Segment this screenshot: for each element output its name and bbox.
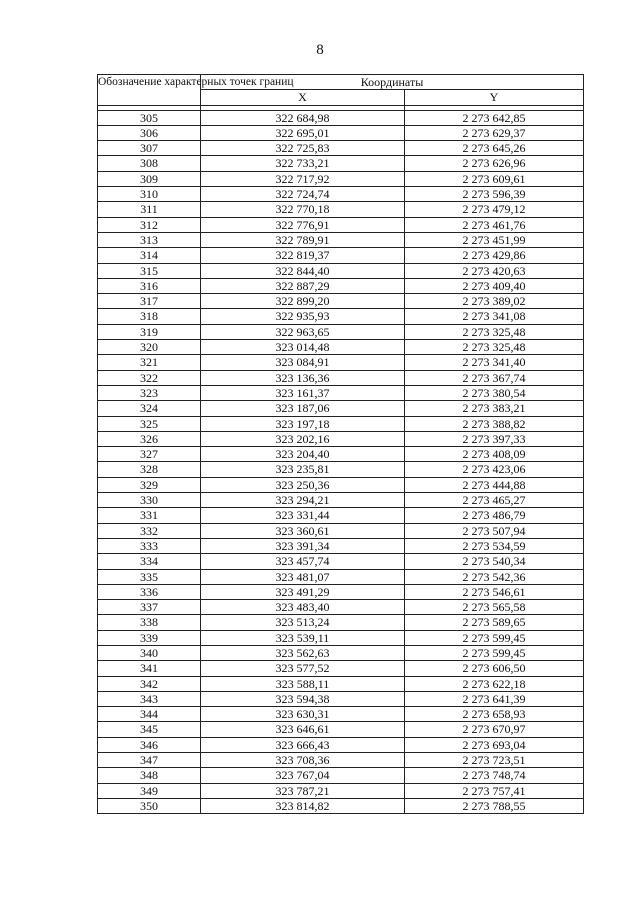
x-cell: 322 684,98 (201, 110, 405, 125)
y-cell: 2 273 429,86 (405, 248, 584, 263)
x-cell: 323 391,34 (201, 538, 405, 553)
point-cell: 337 (98, 600, 201, 615)
point-cell: 321 (98, 355, 201, 370)
x-cell: 323 197,18 (201, 416, 405, 431)
point-cell: 346 (98, 737, 201, 752)
point-cell: 329 (98, 477, 201, 492)
table-row (98, 523, 584, 538)
header-y: Y (405, 90, 584, 105)
point-cell: 344 (98, 707, 201, 722)
point-cell: 332 (98, 523, 201, 538)
y-cell: 2 273 540,34 (405, 554, 584, 569)
x-cell: 323 483,40 (201, 600, 405, 615)
y-cell: 2 273 388,82 (405, 416, 584, 431)
point-cell: 347 (98, 753, 201, 768)
table-row (98, 202, 584, 217)
table-row (98, 431, 584, 446)
table-row (98, 753, 584, 768)
point-cell: 331 (98, 508, 201, 523)
point-cell: 324 (98, 401, 201, 416)
y-cell: 2 273 420,63 (405, 263, 584, 278)
x-cell: 323 481,07 (201, 569, 405, 584)
table-row (98, 691, 584, 706)
point-cell: 313 (98, 232, 201, 247)
y-cell: 2 273 479,12 (405, 202, 584, 217)
table-row (98, 340, 584, 355)
x-cell: 323 204,40 (201, 447, 405, 462)
x-cell: 323 666,43 (201, 737, 405, 752)
point-cell: 312 (98, 217, 201, 232)
table-row (98, 355, 584, 370)
x-cell: 323 161,37 (201, 385, 405, 400)
x-cell: 323 250,36 (201, 477, 405, 492)
table-row (98, 462, 584, 477)
x-cell: 323 708,36 (201, 753, 405, 768)
x-cell: 323 136,36 (201, 370, 405, 385)
y-cell: 2 273 546,61 (405, 584, 584, 599)
x-cell: 322 733,21 (201, 156, 405, 171)
table-row (98, 554, 584, 569)
y-cell: 2 273 596,39 (405, 187, 584, 202)
y-cell: 2 273 461,76 (405, 217, 584, 232)
point-cell: 341 (98, 661, 201, 676)
table-row (98, 783, 584, 798)
y-cell: 2 273 451,99 (405, 232, 584, 247)
y-cell: 2 273 409,40 (405, 278, 584, 293)
table-row (98, 370, 584, 385)
y-cell: 2 273 748,74 (405, 768, 584, 783)
y-cell: 2 273 693,04 (405, 737, 584, 752)
x-cell: 323 787,21 (201, 783, 405, 798)
point-cell: 335 (98, 569, 201, 584)
y-cell: 2 273 642,85 (405, 110, 584, 125)
point-cell: 340 (98, 645, 201, 660)
point-cell: 314 (98, 248, 201, 263)
point-cell: 320 (98, 340, 201, 355)
table-row (98, 600, 584, 615)
table-row (98, 401, 584, 416)
table-row (98, 477, 584, 492)
table-row (98, 232, 584, 247)
point-cell: 317 (98, 294, 201, 309)
table-row (98, 615, 584, 630)
x-cell: 322 887,29 (201, 278, 405, 293)
point-cell: 333 (98, 538, 201, 553)
y-cell: 2 273 757,41 (405, 783, 584, 798)
y-cell: 2 273 542,36 (405, 569, 584, 584)
table-row (98, 584, 584, 599)
table-row (98, 676, 584, 691)
point-cell: 323 (98, 385, 201, 400)
header-x: X (201, 90, 405, 105)
table-row (98, 324, 584, 339)
table-row (98, 707, 584, 722)
x-cell: 323 630,31 (201, 707, 405, 722)
point-cell: 343 (98, 691, 201, 706)
x-cell: 323 577,52 (201, 661, 405, 676)
x-cell: 323 084,91 (201, 355, 405, 370)
y-cell: 2 273 383,21 (405, 401, 584, 416)
table-row (98, 156, 584, 171)
x-cell: 322 724,74 (201, 187, 405, 202)
y-cell: 2 273 423,06 (405, 462, 584, 477)
table-row (98, 309, 584, 324)
y-cell: 2 273 670,97 (405, 722, 584, 737)
table-row (98, 508, 584, 523)
y-cell: 2 273 641,39 (405, 691, 584, 706)
y-cell: 2 273 408,09 (405, 447, 584, 462)
table-row (98, 294, 584, 309)
table-row (98, 630, 584, 645)
point-cell: 306 (98, 125, 201, 140)
table-row (98, 722, 584, 737)
y-cell: 2 273 397,33 (405, 431, 584, 446)
x-cell: 322 844,40 (201, 263, 405, 278)
table-row (98, 248, 584, 263)
table-row (98, 171, 584, 186)
x-cell: 323 588,11 (201, 676, 405, 691)
point-cell: 339 (98, 630, 201, 645)
table-row (98, 645, 584, 660)
x-cell: 322 963,65 (201, 324, 405, 339)
x-cell: 323 360,61 (201, 523, 405, 538)
point-cell: 338 (98, 615, 201, 630)
y-cell: 2 273 645,26 (405, 141, 584, 156)
x-cell: 322 695,01 (201, 125, 405, 140)
x-cell: 322 789,91 (201, 232, 405, 247)
point-cell: 315 (98, 263, 201, 278)
y-cell: 2 273 565,58 (405, 600, 584, 615)
y-cell: 2 273 534,59 (405, 538, 584, 553)
x-cell: 323 491,29 (201, 584, 405, 599)
y-cell: 2 273 325,48 (405, 340, 584, 355)
y-cell: 2 273 589,65 (405, 615, 584, 630)
y-cell: 2 273 367,74 (405, 370, 584, 385)
x-cell: 323 539,11 (201, 630, 405, 645)
point-cell: 350 (98, 798, 201, 813)
point-cell: 327 (98, 447, 201, 462)
table-row (98, 263, 584, 278)
x-cell: 323 294,21 (201, 493, 405, 508)
table-row (98, 737, 584, 752)
y-cell: 2 273 629,37 (405, 125, 584, 140)
y-cell: 2 273 444,88 (405, 477, 584, 492)
x-cell: 323 513,24 (201, 615, 405, 630)
table-row (98, 278, 584, 293)
x-cell: 323 814,82 (201, 798, 405, 813)
x-cell: 322 819,37 (201, 248, 405, 263)
point-cell: 310 (98, 187, 201, 202)
y-cell: 2 273 609,61 (405, 171, 584, 186)
table-row (98, 493, 584, 508)
point-cell: 325 (98, 416, 201, 431)
point-cell: 322 (98, 370, 201, 385)
y-cell: 2 273 465,27 (405, 493, 584, 508)
x-cell: 323 331,44 (201, 508, 405, 523)
table-row (98, 569, 584, 584)
table-row (98, 661, 584, 676)
y-cell: 2 273 341,08 (405, 309, 584, 324)
x-cell: 323 646,61 (201, 722, 405, 737)
x-cell: 323 767,04 (201, 768, 405, 783)
y-cell: 2 273 507,94 (405, 523, 584, 538)
table-row (98, 141, 584, 156)
x-cell: 322 725,83 (201, 141, 405, 156)
y-cell: 2 273 622,18 (405, 676, 584, 691)
table-row (98, 416, 584, 431)
point-cell: 305 (98, 110, 201, 125)
table-row (98, 768, 584, 783)
y-cell: 2 273 599,45 (405, 630, 584, 645)
x-cell: 322 899,20 (201, 294, 405, 309)
x-cell: 323 202,16 (201, 431, 405, 446)
point-cell: 330 (98, 493, 201, 508)
table-row (98, 217, 584, 232)
x-cell: 323 457,74 (201, 554, 405, 569)
coordinates-table (97, 74, 584, 814)
y-cell: 2 273 606,50 (405, 661, 584, 676)
header-point-designation: Обозначение характерных точек границ (98, 75, 201, 106)
point-cell: 336 (98, 584, 201, 599)
table-body (98, 110, 584, 814)
x-cell: 322 717,92 (201, 171, 405, 186)
y-cell: 2 273 486,79 (405, 508, 584, 523)
table-row (98, 125, 584, 140)
table-row (98, 798, 584, 813)
table-row (98, 538, 584, 553)
y-cell: 2 273 658,93 (405, 707, 584, 722)
x-cell: 323 594,38 (201, 691, 405, 706)
table-row (98, 447, 584, 462)
x-cell: 323 014,48 (201, 340, 405, 355)
x-cell: 323 235,81 (201, 462, 405, 477)
point-cell: 309 (98, 171, 201, 186)
y-cell: 2 273 325,48 (405, 324, 584, 339)
point-cell: 308 (98, 156, 201, 171)
point-cell: 334 (98, 554, 201, 569)
table-row (98, 385, 584, 400)
point-cell: 319 (98, 324, 201, 339)
y-cell: 2 273 723,51 (405, 753, 584, 768)
point-cell: 349 (98, 783, 201, 798)
table-row (98, 110, 584, 125)
x-cell: 322 776,91 (201, 217, 405, 232)
point-cell: 307 (98, 141, 201, 156)
x-cell: 322 770,18 (201, 202, 405, 217)
point-cell: 318 (98, 309, 201, 324)
point-cell: 328 (98, 462, 201, 477)
y-cell: 2 273 341,40 (405, 355, 584, 370)
x-cell: 323 187,06 (201, 401, 405, 416)
point-cell: 348 (98, 768, 201, 783)
y-cell: 2 273 599,45 (405, 645, 584, 660)
table-row (98, 187, 584, 202)
point-cell: 311 (98, 202, 201, 217)
y-cell: 2 273 389,02 (405, 294, 584, 309)
point-cell: 342 (98, 676, 201, 691)
page-number: 8 (316, 42, 324, 58)
point-cell: 326 (98, 431, 201, 446)
x-cell: 323 562,63 (201, 645, 405, 660)
point-cell: 345 (98, 722, 201, 737)
point-cell: 316 (98, 278, 201, 293)
y-cell: 2 273 380,54 (405, 385, 584, 400)
y-cell: 2 273 626,96 (405, 156, 584, 171)
header-coordinates: Координаты (201, 75, 584, 90)
x-cell: 322 935,93 (201, 309, 405, 324)
y-cell: 2 273 788,55 (405, 798, 584, 813)
